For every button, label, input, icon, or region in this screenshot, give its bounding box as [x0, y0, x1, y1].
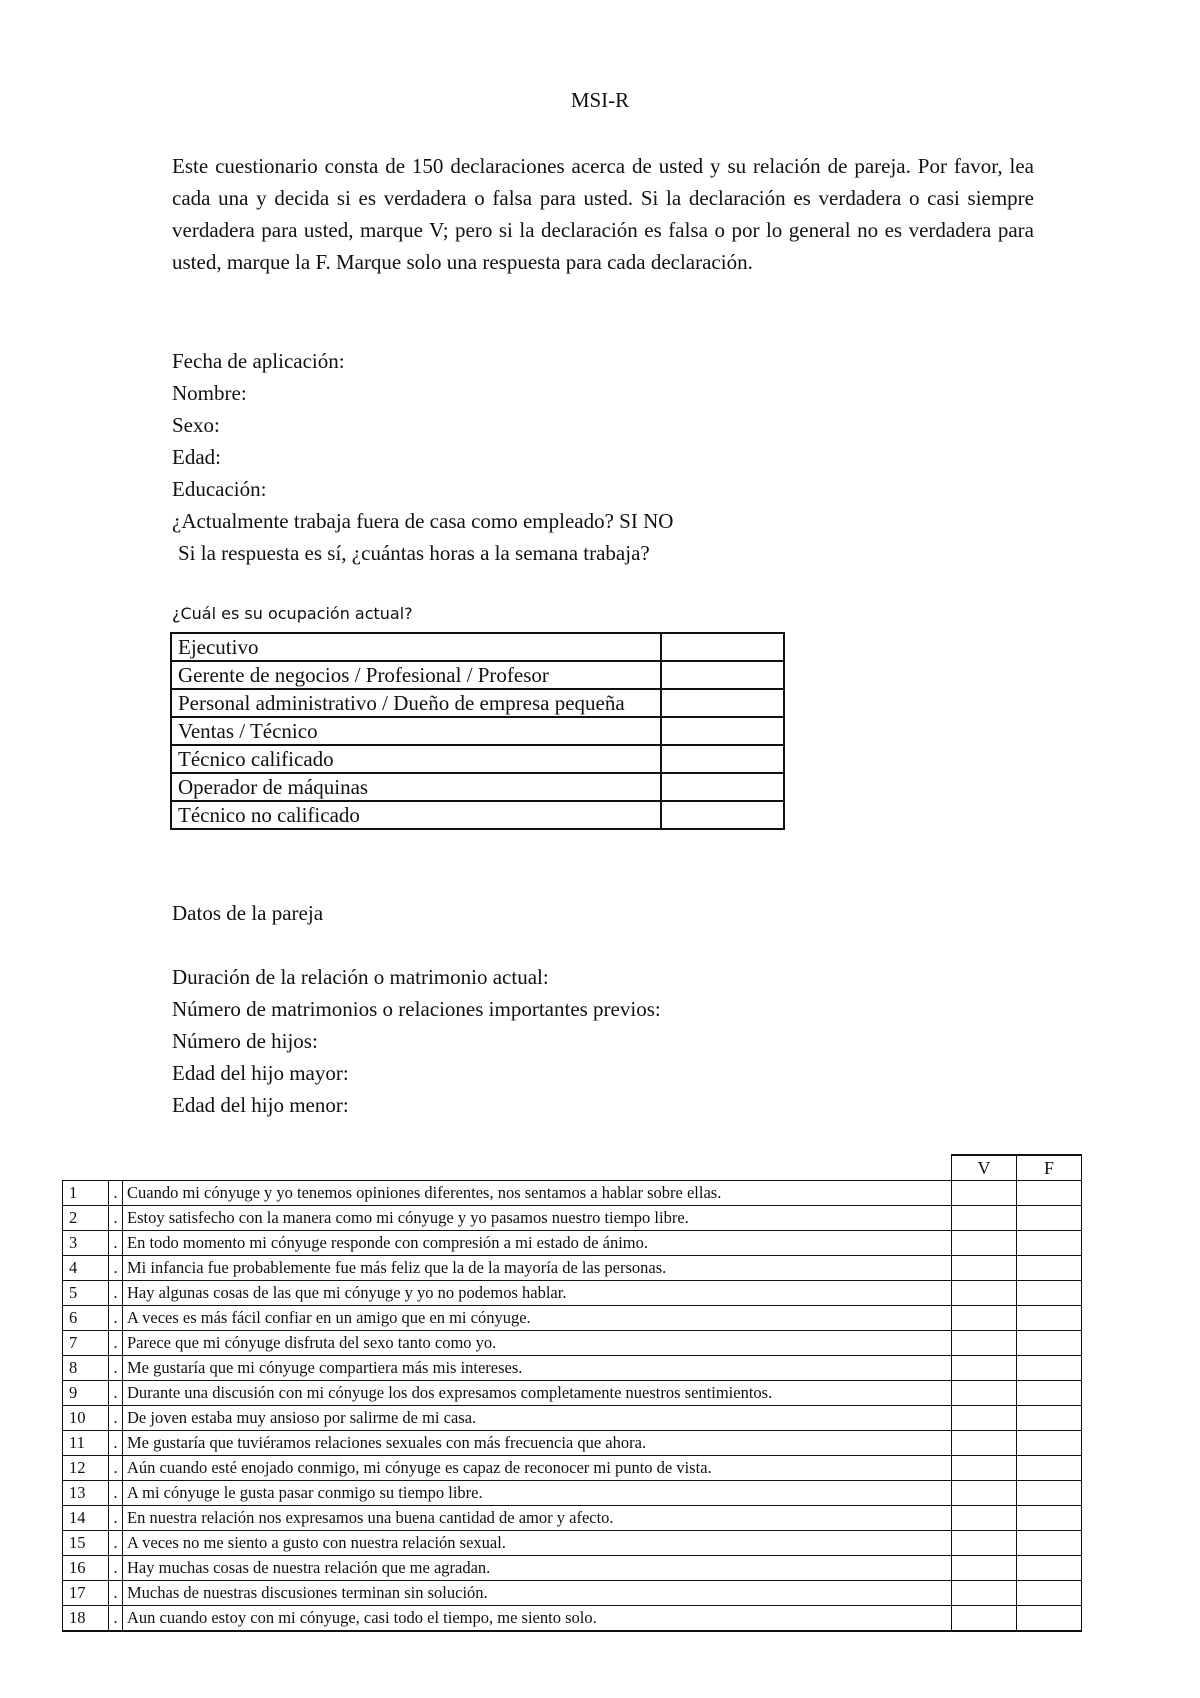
- statement-number: 4: [63, 1256, 109, 1281]
- statements-header-row: [63, 1155, 1082, 1181]
- table-row: [63, 1206, 1082, 1231]
- table-row: [63, 1181, 1082, 1206]
- table-row: [63, 1331, 1082, 1356]
- answer-cell-f[interactable]: [1017, 1556, 1082, 1581]
- answer-cell-f[interactable]: [1017, 1481, 1082, 1506]
- occupation-table: [170, 632, 785, 830]
- table-row: [63, 1431, 1082, 1456]
- occupation-mark-cell[interactable]: [661, 661, 784, 689]
- statement-text: Me gustaría que mi cónyuge compartiera más mis intereses.: [123, 1356, 952, 1381]
- statement-text: A veces no me siento a gusto con nuestra relación sexual.: [123, 1531, 952, 1556]
- column-header-f: F: [1017, 1155, 1082, 1181]
- answer-cell-v[interactable]: [952, 1431, 1017, 1456]
- statement-number: 2: [63, 1206, 109, 1231]
- occupation-row: [171, 661, 784, 689]
- answer-cell-f[interactable]: [1017, 1181, 1082, 1206]
- answer-cell-v[interactable]: [952, 1606, 1017, 1632]
- table-row: [63, 1381, 1082, 1406]
- statement-text: Cuando mi cónyuge y yo tenemos opiniones diferentes, nos sentamos a hablar sobre ellas.: [123, 1181, 952, 1206]
- header-blank: [123, 1155, 952, 1181]
- statement-dot: .: [109, 1381, 123, 1406]
- statement-dot: .: [109, 1606, 123, 1632]
- answer-cell-f[interactable]: [1017, 1456, 1082, 1481]
- table-row: [63, 1281, 1082, 1306]
- statement-dot: .: [109, 1456, 123, 1481]
- statement-text: En todo momento mi cónyuge responde con compresión a mi estado de ánimo.: [123, 1231, 952, 1256]
- occupation-label: Operador de máquinas: [171, 773, 661, 801]
- column-header-v: V: [952, 1155, 1017, 1181]
- field-education[interactable]: Educación:: [172, 477, 267, 501]
- statement-number: 7: [63, 1331, 109, 1356]
- statement-dot: .: [109, 1306, 123, 1331]
- field-youngest-child-age[interactable]: Edad del hijo menor:: [172, 1093, 349, 1117]
- table-row: [63, 1556, 1082, 1581]
- header-blank: [63, 1155, 109, 1181]
- field-works-outside[interactable]: ¿Actualmente trabaja fuera de casa como empleado? SI NO: [172, 509, 674, 533]
- statement-number: 15: [63, 1531, 109, 1556]
- statement-number: 11: [63, 1431, 109, 1456]
- answer-cell-f[interactable]: [1017, 1506, 1082, 1531]
- field-oldest-child-age[interactable]: Edad del hijo mayor:: [172, 1061, 349, 1085]
- answer-cell-f[interactable]: [1017, 1306, 1082, 1331]
- statement-number: 10: [63, 1406, 109, 1431]
- answer-cell-v[interactable]: [952, 1531, 1017, 1556]
- field-application-date[interactable]: Fecha de aplicación:: [172, 349, 345, 373]
- answer-cell-f[interactable]: [1017, 1381, 1082, 1406]
- occupation-row: [171, 745, 784, 773]
- field-number-of-children[interactable]: Número de hijos:: [172, 1029, 318, 1053]
- answer-cell-v[interactable]: [952, 1231, 1017, 1256]
- statement-dot: .: [109, 1331, 123, 1356]
- table-row: [63, 1531, 1082, 1556]
- table-row: [63, 1406, 1082, 1431]
- answer-cell-v[interactable]: [952, 1306, 1017, 1331]
- statement-dot: .: [109, 1481, 123, 1506]
- answer-cell-v[interactable]: [952, 1581, 1017, 1606]
- field-name[interactable]: Nombre:: [172, 381, 247, 405]
- answer-cell-v[interactable]: [952, 1281, 1017, 1306]
- occupation-mark-cell[interactable]: [661, 745, 784, 773]
- occupation-mark-cell[interactable]: [661, 801, 784, 829]
- field-relationship-duration[interactable]: Duración de la relación o matrimonio actual:: [172, 965, 549, 989]
- occupation-label: Técnico no calificado: [171, 801, 661, 829]
- answer-cell-f[interactable]: [1017, 1281, 1082, 1306]
- answer-cell-v[interactable]: [952, 1206, 1017, 1231]
- answer-cell-f[interactable]: [1017, 1256, 1082, 1281]
- statement-text: Muchas de nuestras discusiones terminan sin solución.: [123, 1581, 952, 1606]
- statement-dot: .: [109, 1181, 123, 1206]
- occupation-row: [171, 801, 784, 829]
- occupation-question: ¿Cuál es su ocupación actual?: [172, 604, 413, 623]
- occupation-row: [171, 773, 784, 801]
- occupation-row: [171, 689, 784, 717]
- answer-cell-f[interactable]: [1017, 1531, 1082, 1556]
- header-blank: [109, 1155, 123, 1181]
- table-row: [63, 1456, 1082, 1481]
- statement-text: Mi infancia fue probablemente fue más feliz que la de la mayoría de las personas.: [123, 1256, 952, 1281]
- statement-text: En nuestra relación nos expresamos una buena cantidad de amor y afecto.: [123, 1506, 952, 1531]
- statement-number: 14: [63, 1506, 109, 1531]
- field-sex[interactable]: Sexo:: [172, 413, 220, 437]
- statement-dot: .: [109, 1281, 123, 1306]
- table-row: [63, 1356, 1082, 1381]
- answer-cell-v[interactable]: [952, 1256, 1017, 1281]
- statement-dot: .: [109, 1356, 123, 1381]
- answer-cell-v[interactable]: [952, 1506, 1017, 1531]
- table-row: [63, 1231, 1082, 1256]
- occupation-row: [171, 717, 784, 745]
- answer-cell-f[interactable]: [1017, 1206, 1082, 1231]
- answer-cell-v[interactable]: [952, 1556, 1017, 1581]
- statements-table: [62, 1154, 1082, 1632]
- instructions-paragraph: Este cuestionario consta de 150 declaraciones acerca de usted y su relación de pareja. Por favor, lea cada una y decida si es verdadera o falsa para usted. Si la declaración es verdadera o casi siempre verdadera para usted, marque V; pero si la declaración es falsa o por lo general no es verdadera para usted, marque la F. Marque solo una respuesta para cada declaración.: [172, 154, 1034, 274]
- statement-dot: .: [109, 1581, 123, 1606]
- statement-number: 16: [63, 1556, 109, 1581]
- statement-text: Me gustaría que tuviéramos relaciones sexuales con más frecuencia que ahora.: [123, 1431, 952, 1456]
- occupation-label: Técnico calificado: [171, 745, 661, 773]
- occupation-mark-cell[interactable]: [661, 689, 784, 717]
- statement-number: 18: [63, 1606, 109, 1632]
- occupation-mark-cell[interactable]: [661, 773, 784, 801]
- page-title: MSI-R: [570, 88, 630, 112]
- field-previous-relationships[interactable]: Número de matrimonios o relaciones importantes previos:: [172, 997, 661, 1021]
- occupation-label: Personal administrativo / Dueño de empresa pequeña: [171, 689, 661, 717]
- answer-cell-v[interactable]: [952, 1456, 1017, 1481]
- table-row: [63, 1306, 1082, 1331]
- statement-text: Parece que mi cónyuge disfruta del sexo tanto como yo.: [123, 1331, 952, 1356]
- partner-fields: [172, 961, 661, 1121]
- statement-number: 3: [63, 1231, 109, 1256]
- answer-cell-f[interactable]: [1017, 1406, 1082, 1431]
- occupation-label: Ventas / Técnico: [171, 717, 661, 745]
- statement-number: 9: [63, 1381, 109, 1406]
- statement-text: Hay muchas cosas de nuestra relación que me agradan.: [123, 1556, 952, 1581]
- answer-cell-f[interactable]: [1017, 1606, 1082, 1632]
- answer-cell-f[interactable]: [1017, 1231, 1082, 1256]
- occupation-row: [171, 633, 784, 661]
- statement-dot: .: [109, 1556, 123, 1581]
- answer-cell-v[interactable]: [952, 1181, 1017, 1206]
- answer-cell-v[interactable]: [952, 1406, 1017, 1431]
- table-row: [63, 1581, 1082, 1606]
- statement-number: 13: [63, 1481, 109, 1506]
- statement-dot: .: [109, 1406, 123, 1431]
- occupation-mark-cell[interactable]: [661, 633, 784, 661]
- statement-number: 17: [63, 1581, 109, 1606]
- answer-cell-v[interactable]: [952, 1381, 1017, 1406]
- table-row: [63, 1506, 1082, 1531]
- answer-cell-v[interactable]: [952, 1356, 1017, 1381]
- statement-text: Aún cuando esté enojado conmigo, mi cónyuge es capaz de reconocer mi punto de vista.: [123, 1456, 952, 1481]
- answer-cell-v[interactable]: [952, 1481, 1017, 1506]
- statement-number: 8: [63, 1356, 109, 1381]
- field-hours-per-week[interactable]: Si la respuesta es sí, ¿cuántas horas a la semana trabaja?: [178, 541, 650, 565]
- statement-text: De joven estaba muy ansioso por salirme de mi casa.: [123, 1406, 952, 1431]
- table-row: [63, 1481, 1082, 1506]
- table-row: [63, 1256, 1082, 1281]
- field-age[interactable]: Edad:: [172, 445, 221, 469]
- partner-heading: Datos de la pareja: [172, 901, 324, 925]
- statement-number: 1: [63, 1181, 109, 1206]
- occupation-mark-cell[interactable]: [661, 717, 784, 745]
- statement-dot: .: [109, 1206, 123, 1231]
- statement-dot: .: [109, 1506, 123, 1531]
- statement-number: 12: [63, 1456, 109, 1481]
- statement-dot: .: [109, 1431, 123, 1456]
- statement-dot: .: [109, 1231, 123, 1256]
- occupation-label: Ejecutivo: [171, 633, 661, 661]
- answer-cell-v[interactable]: [952, 1331, 1017, 1356]
- statement-text: A mi cónyuge le gusta pasar conmigo su tiempo libre.: [123, 1481, 952, 1506]
- table-row: [63, 1606, 1082, 1632]
- answer-cell-f[interactable]: [1017, 1581, 1082, 1606]
- answer-cell-f[interactable]: [1017, 1431, 1082, 1456]
- answer-cell-f[interactable]: [1017, 1356, 1082, 1381]
- statement-dot: .: [109, 1531, 123, 1556]
- statement-text: Estoy satisfecho con la manera como mi cónyuge y yo pasamos nuestro tiempo libre.: [123, 1206, 952, 1231]
- answer-cell-f[interactable]: [1017, 1331, 1082, 1356]
- statement-text: Durante una discusión con mi cónyuge los dos expresamos completamente nuestros sentimientos.: [123, 1381, 952, 1406]
- statement-text: Aun cuando estoy con mi cónyuge, casi todo el tiempo, me siento solo.: [123, 1606, 952, 1632]
- statement-number: 6: [63, 1306, 109, 1331]
- respondent-fields: [172, 345, 673, 569]
- statement-text: A veces es más fácil confiar en un amigo que en mi cónyuge.: [123, 1306, 952, 1331]
- statement-number: 5: [63, 1281, 109, 1306]
- statement-text: Hay algunas cosas de las que mi cónyuge y yo no podemos hablar.: [123, 1281, 952, 1306]
- statement-dot: .: [109, 1256, 123, 1281]
- occupation-label: Gerente de negocios / Profesional / Profesor: [171, 661, 661, 689]
